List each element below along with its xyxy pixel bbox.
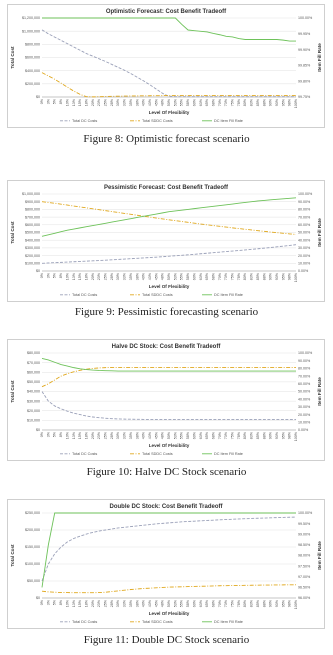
y2-tick-label: 98.50% — [298, 543, 311, 548]
x-tick-label: 78% — [236, 273, 241, 281]
x-tick-label: 18% — [84, 432, 89, 440]
y-axis-label: Total Cost — [10, 380, 15, 403]
x-tick-label: 40% — [141, 600, 146, 608]
x-tick-label: 8% — [59, 600, 64, 606]
y-tick-label: $250,000 — [25, 511, 40, 516]
x-tick-label: 0% — [40, 99, 44, 105]
chart-halve-svg — [8, 340, 324, 460]
x-tick-label: 53% — [173, 600, 178, 608]
x-tick-label: 58% — [186, 432, 191, 440]
y-tick-label: $700,000 — [25, 215, 40, 220]
legend-label: DC Item Fill Rate — [214, 119, 243, 123]
chart-halve-dc-stock — [7, 339, 325, 461]
y2-tick-label: 10.00% — [298, 420, 311, 425]
x-tick-label: 10% — [65, 432, 70, 440]
x-tick-label: 98% — [287, 99, 292, 107]
x-tick-label: 63% — [198, 273, 203, 281]
y2-tick-label: 96.50% — [298, 585, 311, 590]
y2-tick-label: 60.00% — [298, 382, 311, 386]
y2-tick-label: 70.00% — [298, 374, 311, 379]
x-tick-label: 65% — [205, 600, 210, 608]
x-tick-label: 100% — [294, 600, 298, 610]
x-tick-label: 70% — [217, 600, 222, 608]
x-tick-label: 93% — [274, 600, 279, 608]
legend-label: Total SDDC Costs — [142, 119, 173, 123]
x-tick-label: 5% — [52, 432, 57, 438]
x-tick-label: 80% — [243, 273, 248, 281]
x-tick-label: 23% — [97, 432, 102, 440]
legend-label: DC Item Fill Rate — [214, 293, 243, 297]
x-tick-label: 90% — [268, 600, 273, 608]
y-tick-label: $800,000 — [25, 42, 40, 47]
y-tick-label: $0 — [36, 95, 40, 100]
y2-tick-label: 0.00% — [298, 269, 309, 274]
legend-label: DC Item Fill Rate — [214, 452, 243, 456]
x-tick-label: 58% — [186, 99, 191, 107]
y2-tick-label: 40.00% — [298, 238, 311, 243]
chart-optimistic-svg — [8, 5, 324, 127]
x-tick-label: 38% — [135, 432, 140, 440]
x-tick-label: 53% — [173, 273, 178, 281]
x-tick-label: 55% — [179, 432, 184, 440]
y2-axis-label: Item Fill Rate — [317, 43, 322, 72]
x-tick-label: 30% — [116, 600, 121, 608]
x-tick-label: 5% — [52, 600, 57, 606]
y2-tick-label: 96.00% — [298, 596, 311, 601]
y-tick-label: $400,000 — [25, 68, 40, 73]
x-tick-label: 30% — [116, 432, 121, 440]
x-tick-label: 30% — [116, 99, 121, 107]
x-tick-label: 40% — [141, 99, 146, 107]
x-tick-label: 33% — [122, 600, 127, 608]
x-tick-label: 63% — [198, 432, 203, 440]
y2-tick-label: 50.00% — [298, 230, 311, 235]
y2-tick-label: 60.00% — [298, 223, 311, 227]
x-tick-label: 10% — [65, 273, 70, 281]
y2-tick-label: 100.00% — [298, 351, 313, 356]
y-tick-label: $1,000,000 — [22, 29, 40, 34]
x-tick-label: 0% — [40, 273, 44, 279]
y2-tick-label: 90.00% — [298, 199, 311, 204]
x-tick-label: 50% — [167, 99, 171, 107]
x-tick-label: 25% — [103, 99, 108, 107]
x-tick-label: 58% — [186, 273, 191, 281]
chart-optimistic-forecast — [7, 4, 325, 128]
x-tick-label: 83% — [249, 432, 254, 440]
x-tick-label: 23% — [97, 273, 102, 281]
x-tick-label: 83% — [249, 600, 254, 608]
legend-label: DC Item Fill Rate — [214, 620, 243, 624]
x-tick-label: 15% — [78, 99, 83, 107]
y2-tick-label: 40.00% — [298, 397, 311, 402]
y-tick-label: $40,000 — [27, 389, 40, 394]
y-tick-label: $20,000 — [27, 408, 40, 413]
x-tick-label: 100% — [294, 99, 298, 109]
x-tick-label: 88% — [262, 600, 267, 608]
x-tick-label: 85% — [255, 600, 260, 608]
x-tick-label: 78% — [236, 99, 241, 107]
x-tick-label: 13% — [71, 273, 76, 281]
chart-title: Optimistic Forecast: Cost Benefit Tradeoff — [105, 9, 227, 15]
x-tick-label: 0% — [40, 432, 44, 438]
x-tick-label: 38% — [135, 99, 140, 107]
x-tick-label: 3% — [46, 600, 51, 606]
y2-tick-label: 99.95% — [298, 32, 311, 36]
x-tick-label: 15% — [78, 432, 83, 440]
x-tick-label: 63% — [198, 600, 203, 608]
x-tick-label: 78% — [236, 432, 241, 440]
x-tick-label: 80% — [243, 600, 248, 608]
x-tick-label: 13% — [71, 600, 76, 608]
x-tick-label: 48% — [160, 432, 165, 440]
y-tick-label: $150,000 — [25, 545, 40, 550]
x-tick-label: 13% — [71, 432, 76, 440]
x-tick-label: 43% — [147, 432, 152, 440]
x-tick-label: 20% — [90, 273, 95, 281]
x-tick-label: 10% — [65, 99, 70, 107]
x-tick-label: 20% — [90, 99, 95, 107]
y-tick-label: $100,000 — [25, 562, 40, 567]
x-tick-label: 88% — [262, 99, 267, 107]
y2-tick-label: 99.00% — [298, 532, 311, 537]
y2-tick-label: 20.00% — [298, 412, 311, 417]
series-line-fill — [42, 18, 296, 41]
x-axis-label: Level Of Flexibility — [148, 284, 190, 289]
x-tick-label: 10% — [65, 600, 70, 608]
x-tick-label: 95% — [281, 600, 286, 608]
y-axis-label: Total Cost — [10, 544, 15, 567]
x-tick-label: 55% — [179, 600, 184, 608]
x-tick-label: 20% — [90, 600, 95, 608]
y-tick-label: $200,000 — [25, 82, 40, 87]
x-tick-label: 90% — [268, 432, 273, 440]
y2-tick-label: 30.00% — [298, 246, 311, 251]
figure-8-caption: Figure 8: Optimistic forecast scenario — [83, 133, 250, 145]
x-tick-label: 30% — [116, 273, 121, 281]
x-tick-label: 75% — [230, 600, 235, 608]
x-tick-label: 98% — [287, 432, 292, 440]
x-tick-label: 85% — [255, 273, 260, 281]
series-line-sddc — [42, 367, 296, 386]
x-tick-label: 80% — [243, 432, 248, 440]
x-tick-label: 23% — [97, 600, 102, 608]
x-tick-label: 95% — [281, 273, 286, 281]
y-tick-label: $200,000 — [25, 528, 40, 533]
x-tick-label: 73% — [224, 600, 229, 608]
y2-tick-label: 100.00% — [298, 511, 313, 516]
y-tick-label: $1,200,000 — [22, 16, 40, 21]
x-tick-label: 90% — [268, 99, 273, 107]
x-tick-label: 88% — [262, 432, 267, 440]
x-tick-label: 40% — [141, 432, 146, 440]
y2-tick-label: 20.00% — [298, 253, 311, 258]
x-tick-label: 68% — [211, 600, 216, 608]
x-tick-label: 38% — [135, 273, 140, 281]
x-tick-label: 18% — [84, 600, 89, 608]
y-tick-label: $70,000 — [27, 360, 40, 365]
x-tick-label: 45% — [154, 273, 159, 281]
series-line-fill — [42, 513, 296, 587]
x-tick-label: 65% — [205, 432, 210, 440]
x-tick-label: 28% — [109, 432, 114, 440]
x-tick-label: 60% — [192, 600, 197, 608]
x-axis-label: Level Of Flexibility — [148, 611, 190, 616]
x-tick-label: 35% — [128, 99, 133, 107]
x-tick-label: 8% — [59, 432, 64, 438]
x-tick-label: 70% — [217, 273, 222, 281]
chart-pessimistic-svg — [8, 181, 324, 301]
series-line-sddc — [42, 585, 296, 593]
y2-tick-label: 50.00% — [298, 389, 311, 394]
y2-tick-label: 99.80% — [298, 79, 311, 84]
x-tick-label: 48% — [160, 273, 165, 281]
x-tick-label: 45% — [154, 432, 159, 440]
y2-tick-label: 97.00% — [298, 574, 311, 579]
x-tick-label: 75% — [230, 273, 235, 281]
y-tick-label: $80,000 — [27, 351, 40, 356]
y-tick-label: $100,000 — [25, 261, 40, 266]
x-tick-label: 95% — [281, 432, 286, 440]
legend-label: Total SDDC Costs — [142, 293, 173, 297]
series-line-sddc — [42, 73, 296, 97]
y2-tick-label: 80.00% — [298, 366, 311, 371]
y2-tick-label: 98.00% — [298, 553, 311, 558]
y2-tick-label: 99.85% — [298, 63, 311, 68]
x-tick-label: 68% — [211, 273, 216, 281]
x-tick-label: 15% — [78, 273, 83, 281]
x-tick-label: 75% — [230, 432, 235, 440]
x-tick-label: 25% — [103, 432, 108, 440]
x-tick-label: 18% — [84, 273, 89, 281]
x-tick-label: 70% — [217, 99, 222, 107]
y2-axis-label: Item Fill Rate — [317, 541, 322, 570]
x-tick-label: 5% — [52, 273, 57, 279]
x-tick-label: 8% — [59, 99, 64, 105]
y-tick-label: $400,000 — [25, 238, 40, 243]
x-tick-label: 80% — [243, 99, 248, 107]
x-tick-label: 85% — [255, 99, 260, 107]
series-line-fill — [42, 358, 296, 371]
x-tick-label: 33% — [122, 99, 127, 107]
x-tick-label: 100% — [294, 432, 298, 442]
y-tick-label: $900,000 — [25, 199, 40, 204]
y-tick-label: $500,000 — [25, 230, 40, 235]
chart-double-dc-stock — [7, 499, 325, 629]
x-tick-label: 60% — [192, 432, 197, 440]
series-line-dc — [42, 517, 296, 581]
x-tick-label: 45% — [154, 99, 159, 107]
y-tick-label: $600,000 — [25, 223, 40, 227]
x-tick-label: 25% — [103, 600, 108, 608]
x-tick-label: 65% — [205, 99, 210, 107]
y2-tick-label: 90.00% — [298, 358, 311, 363]
x-tick-label: 50% — [167, 273, 171, 281]
y-tick-label: $10,000 — [27, 418, 40, 423]
x-tick-label: 28% — [109, 99, 114, 107]
x-tick-label: 43% — [147, 273, 152, 281]
x-tick-label: 18% — [84, 99, 89, 107]
legend-label: Total DC Costs — [72, 452, 98, 456]
x-tick-label: 28% — [109, 273, 114, 281]
legend-label: Total SDDC Costs — [142, 452, 173, 456]
chart-title: Halve DC Stock: Cost Benefit Tradeoff — [111, 344, 221, 350]
legend-label: Total DC Costs — [72, 293, 98, 297]
y-axis-label: Total Cost — [10, 221, 15, 244]
x-tick-label: 50% — [167, 432, 171, 440]
y2-tick-label: 80.00% — [298, 207, 311, 212]
figure-9-caption: Figure 9: Pessimistic forecasting scenario — [74, 306, 259, 318]
x-tick-label: 48% — [160, 600, 165, 608]
chart-title: Double DC Stock: Cost Benefit Tradeoff — [109, 504, 223, 510]
x-tick-label: 100% — [294, 273, 298, 283]
y-tick-label: $30,000 — [27, 399, 40, 404]
x-axis-label: Level Of Flexibility — [148, 110, 190, 115]
figure-10-caption: Figure 10: Halve DC Stock scenario — [86, 466, 247, 478]
y-tick-label: $800,000 — [25, 207, 40, 212]
y2-tick-label: 97.50% — [298, 564, 311, 569]
series-line-sddc — [42, 202, 296, 235]
y2-tick-label: 100.00% — [298, 16, 313, 21]
series-line-dc — [42, 392, 296, 420]
y-tick-label: $0 — [36, 428, 40, 433]
x-tick-label: 35% — [128, 273, 133, 281]
x-tick-label: 0% — [40, 600, 44, 606]
x-tick-label: 28% — [109, 600, 114, 608]
x-tick-label: 15% — [78, 600, 83, 608]
x-tick-label: 8% — [59, 273, 64, 279]
x-tick-label: 43% — [147, 600, 152, 608]
x-tick-label: 70% — [217, 432, 222, 440]
x-tick-label: 45% — [154, 600, 159, 608]
x-tick-label: 88% — [262, 273, 267, 281]
x-tick-label: 55% — [179, 273, 184, 281]
x-tick-label: 40% — [141, 273, 146, 281]
x-tick-label: 55% — [179, 99, 184, 107]
x-tick-label: 68% — [211, 99, 216, 107]
chart-pessimistic-forecast — [7, 180, 325, 302]
y-tick-label: $60,000 — [27, 370, 40, 375]
chart-double-svg — [8, 500, 324, 628]
x-tick-label: 25% — [103, 273, 108, 281]
y2-tick-label: 10.00% — [298, 261, 311, 266]
x-tick-label: 3% — [46, 432, 51, 438]
chart-title: Pessimistic Forecast: Cost Benefit Tradeoff — [103, 185, 229, 191]
x-tick-label: 83% — [249, 99, 254, 107]
y2-axis-label: Item Fill Rate — [317, 377, 322, 406]
figure-11-caption: Figure 11: Double DC Stock scenario — [83, 634, 250, 646]
x-axis-label: Level Of Flexibility — [148, 443, 190, 448]
x-tick-label: 93% — [274, 273, 279, 281]
x-tick-label: 98% — [287, 600, 292, 608]
x-tick-label: 90% — [268, 273, 273, 281]
x-tick-label: 48% — [160, 99, 165, 107]
x-tick-label: 58% — [186, 600, 191, 608]
x-tick-label: 33% — [122, 432, 127, 440]
y2-tick-label: 100.00% — [298, 192, 313, 197]
y-tick-label: $600,000 — [25, 55, 40, 60]
x-tick-label: 98% — [287, 273, 292, 281]
x-tick-label: 65% — [205, 273, 210, 281]
x-tick-label: 53% — [173, 99, 178, 107]
x-tick-label: 3% — [46, 99, 51, 105]
legend-label: Total DC Costs — [72, 620, 98, 624]
x-tick-label: 60% — [192, 99, 197, 107]
x-tick-label: 95% — [281, 99, 286, 107]
y2-tick-label: 0.00% — [298, 428, 309, 433]
x-tick-label: 3% — [46, 273, 51, 279]
x-tick-label: 23% — [97, 99, 102, 107]
x-tick-label: 78% — [236, 600, 241, 608]
x-tick-label: 13% — [71, 99, 76, 107]
legend-label: Total DC Costs — [72, 119, 98, 123]
x-tick-label: 85% — [255, 432, 260, 440]
y-axis-label: Total Cost — [10, 46, 15, 69]
x-tick-label: 73% — [224, 273, 229, 281]
y-tick-label: $300,000 — [25, 246, 40, 251]
x-tick-label: 73% — [224, 432, 229, 440]
y2-tick-label: 99.90% — [298, 47, 311, 52]
y2-tick-label: 70.00% — [298, 215, 311, 220]
x-tick-label: 93% — [274, 432, 279, 440]
y-tick-label: $1,000,000 — [22, 192, 40, 197]
y-tick-label: $50,000 — [27, 579, 40, 584]
x-tick-label: 35% — [128, 600, 133, 608]
series-line-dc — [42, 245, 296, 264]
x-tick-label: 93% — [274, 99, 279, 107]
x-tick-label: 73% — [224, 99, 229, 107]
x-tick-label: 50% — [167, 600, 171, 608]
y2-axis-label: Item Fill Rate — [317, 218, 322, 247]
y2-tick-label: 30.00% — [298, 405, 311, 410]
x-tick-label: 5% — [52, 99, 57, 105]
y2-tick-label: 99.75% — [298, 95, 311, 100]
x-tick-label: 68% — [211, 432, 216, 440]
y-tick-label: $200,000 — [25, 253, 40, 258]
x-tick-label: 20% — [90, 432, 95, 440]
legend-label: Total SDDC Costs — [142, 620, 173, 624]
x-tick-label: 43% — [147, 99, 152, 107]
y-tick-label: $0 — [36, 596, 40, 601]
x-tick-label: 83% — [249, 273, 254, 281]
y-tick-label: $0 — [36, 269, 40, 274]
x-tick-label: 53% — [173, 432, 178, 440]
x-tick-label: 60% — [192, 273, 197, 281]
y2-tick-label: 99.50% — [298, 521, 311, 526]
x-tick-label: 75% — [230, 99, 235, 107]
x-tick-label: 38% — [135, 600, 140, 608]
x-tick-label: 35% — [128, 432, 133, 440]
x-tick-label: 63% — [198, 99, 203, 107]
x-tick-label: 33% — [122, 273, 127, 281]
y-tick-label: $50,000 — [27, 380, 40, 385]
